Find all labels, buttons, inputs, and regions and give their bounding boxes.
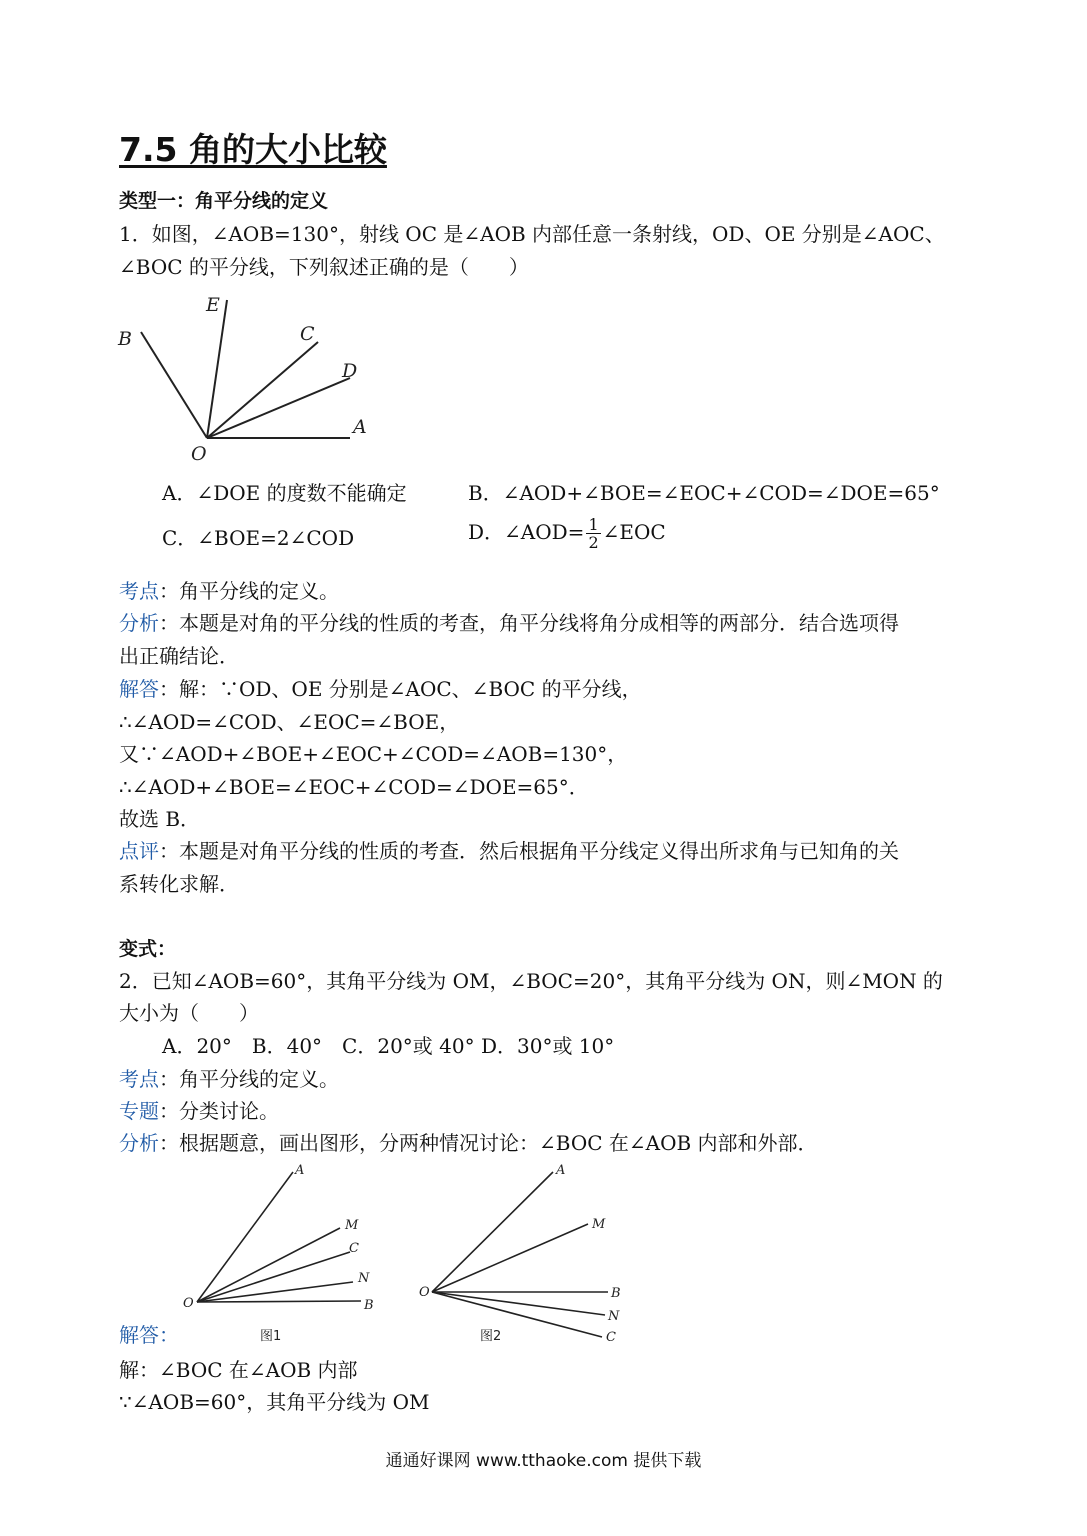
- q2-fenxi: 分析：根据题意，画出图形，分两种情况讨论：∠BOC 在∠AOB 内部和外部．: [119, 1131, 818, 1155]
- label-o: O: [191, 443, 207, 465]
- q1-dianping-line2: 系转化求解．: [119, 872, 239, 896]
- q1-option-a: A．∠DOE 的度数不能确定: [162, 481, 407, 505]
- kaodian-tag: 考点: [119, 579, 159, 603]
- ray-od: [207, 378, 350, 438]
- label-a: A: [353, 416, 367, 438]
- label-d: D: [342, 360, 358, 382]
- q1-jieda-line1: 解答：解：∵OD、OE 分别是∠AOC、∠BOC 的平分线，: [119, 677, 642, 701]
- fig1-caption: 图1: [260, 1329, 282, 1344]
- ray-ob: [141, 332, 207, 438]
- q1-option-b: B．∠AOD+∠BOE=∠EOC+∠COD=∠DOE=65°: [468, 481, 940, 505]
- q1-option-c: C．∠BOE=2∠COD: [162, 526, 355, 550]
- ray-oe: [207, 300, 227, 438]
- q1-jieda-line2: ∴∠AOD=∠COD、∠EOC=∠BOE，: [119, 710, 460, 734]
- q1-jieda-line4: ∴∠AOD+∠BOE=∠EOC+∠COD=∠DOE=65°．: [119, 775, 589, 799]
- section-heading-type1: 类型一：角平分线的定义: [119, 190, 329, 212]
- q2-stem-line1: 2．已知∠AOB=60°，其角平分线为 OM，∠BOC=20°，其角平分线为 ON，则∠MON 的: [119, 969, 943, 993]
- label-b: B: [118, 328, 132, 350]
- q2-figure-1: [175, 1160, 395, 1345]
- q1-dianping-line1: 点评：本题是对角平分线的性质的考查．然后根据角平分线定义得出所求角与已知角的关: [119, 839, 899, 863]
- q1-option-d-suffix: ∠EOC: [602, 520, 666, 544]
- fig1-label-n: N: [358, 1271, 370, 1286]
- q1-angle-figure: [110, 290, 380, 470]
- label-e: E: [206, 294, 220, 316]
- q2-kaodian: 考点：角平分线的定义。: [119, 1067, 339, 1091]
- fig1-label-o: O: [183, 1296, 194, 1311]
- q2-jieda-tag: 解答：: [119, 1323, 179, 1347]
- fig1-label-c: C: [349, 1241, 359, 1256]
- q2-zhuanti: 专题：分类讨论。: [119, 1099, 279, 1123]
- q1-jieda-line3: 又∵∠AOD+∠BOE+∠EOC+∠COD=∠AOB=130°，: [119, 742, 628, 766]
- fig2-caption: 图2: [480, 1329, 502, 1344]
- fig1-label-m: M: [345, 1218, 359, 1233]
- fig2-label-b: B: [611, 1286, 621, 1301]
- fig2-label-a: A: [556, 1163, 566, 1178]
- q2-solution-line1: 解：∠BOC 在∠AOB 内部: [119, 1358, 358, 1382]
- dianping-tag: 点评: [119, 839, 159, 863]
- q1-option-d: [468, 516, 666, 551]
- fig1-label-b: B: [364, 1298, 374, 1313]
- q2-options: A．20° B．40° C．20°或 40° D．30°或 10°: [162, 1034, 615, 1058]
- q1-option-d-prefix: D．∠AOD=: [468, 520, 585, 544]
- jieda-tag: 解答: [119, 677, 159, 701]
- q1-fenxi-line2: 出正确结论．: [119, 644, 239, 668]
- q1-kaodian: 考点：角平分线的定义。: [119, 579, 339, 603]
- label-c: C: [300, 323, 315, 345]
- fraction-half: $\frac{1}{2}$: [588, 515, 599, 552]
- q2-solution-line2: ∵∠AOB=60°，其角平分线为 OM: [119, 1390, 430, 1414]
- fig2-label-n: N: [608, 1309, 620, 1324]
- fig2-label-o: O: [419, 1285, 430, 1300]
- q1-stem-line2: ∠BOC 的平分线，下列叙述正确的是（ ）: [119, 255, 529, 279]
- q2-stem-line2: 大小为（ ）: [119, 1001, 259, 1025]
- variant-heading: 变式：: [119, 938, 177, 960]
- q1-stem-line1: 1．如图，∠AOB=130°，射线 OC 是∠AOB 内部任意一条射线，OD、OE 分别是∠AOC、: [119, 222, 945, 246]
- fig2-label-m: M: [592, 1217, 606, 1232]
- fenxi-tag: 分析: [119, 611, 159, 635]
- footer-credit: 通通好课网 www.tthaoke.com 提供下载: [385, 1451, 702, 1471]
- fig2-label-c: C: [606, 1330, 616, 1345]
- q2-figure-2: [410, 1160, 630, 1345]
- q1-fenxi-line1: 分析：本题是对角的平分线的性质的考查，角平分线将角分成相等的两部分．结合选项得: [119, 611, 899, 635]
- fig1-label-a: A: [295, 1163, 305, 1178]
- ray-oc: [207, 342, 318, 438]
- q1-jieda-line5: 故选 B．: [119, 807, 201, 831]
- page-title: 7.5 角的大小比较: [119, 130, 387, 169]
